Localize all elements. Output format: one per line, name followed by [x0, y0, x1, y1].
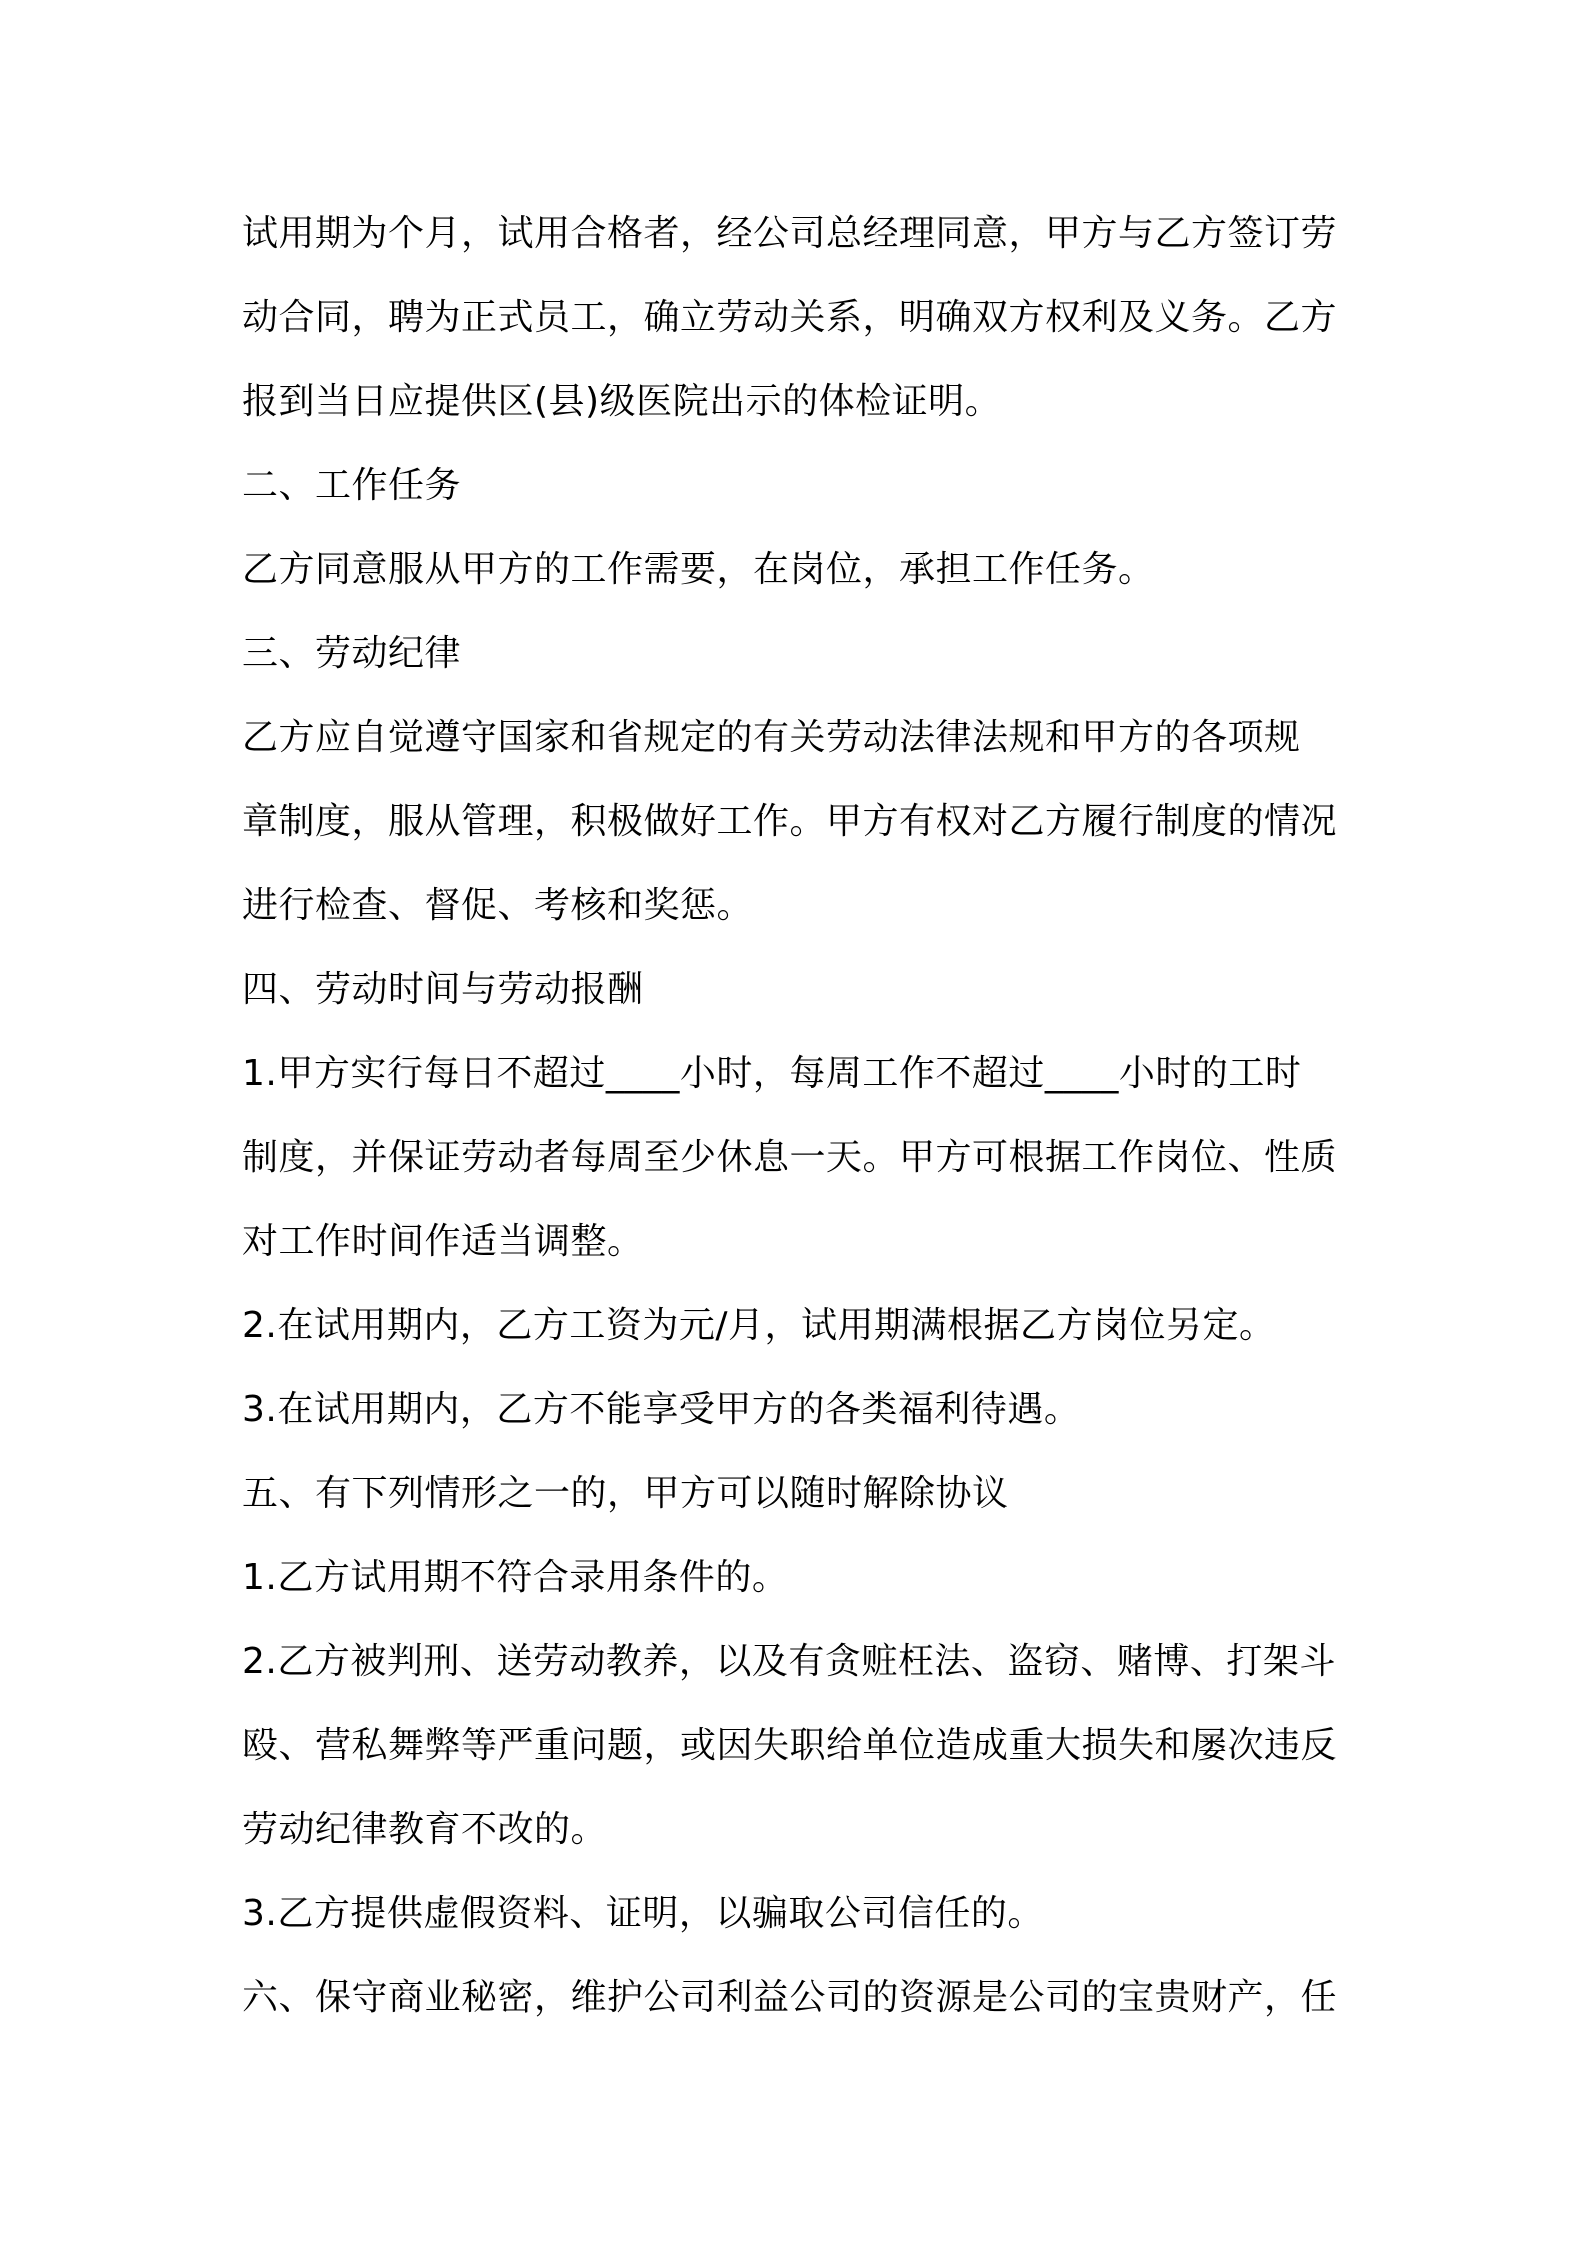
section-heading: 二、工作任务 — [242, 465, 462, 506]
paragraph-line: 乙方同意服从甲方的工作需要，在岗位，承担工作任务。 — [242, 549, 1155, 590]
paragraph-line: 报到当日应提供区(县)级医院出示的体检证明。 — [242, 381, 1002, 422]
paragraph-line: 1.乙方试用期不符合录用条件的。 — [242, 1557, 789, 1598]
paragraph-line: 2.乙方被判刑、送劳动教养，以及有贪赃枉法、盗窃、赌博、打架斗 — [242, 1641, 1336, 1682]
paragraph-line: 殴、营私舞弊等严重问题，或因失职给单位造成重大损失和屡次违反 — [242, 1725, 1338, 1766]
paragraph-line: 试用期为个月，试用合格者，经公司总经理同意，甲方与乙方签订劳 — [242, 213, 1338, 254]
paragraph-line: 劳动纪律教育不改的。 — [242, 1809, 608, 1850]
section-heading: 六、保守商业秘密，维护公司利益公司的资源是公司的宝贵财产，任 — [242, 1977, 1338, 2018]
paragraph-line: 进行检查、督促、考核和奖惩。 — [242, 885, 754, 926]
section-heading: 五、有下列情形之一的，甲方可以随时解除协议 — [242, 1473, 1009, 1514]
paragraph-line: 乙方应自觉遵守国家和省规定的有关劳动法律法规和甲方的各项规 — [242, 717, 1301, 758]
paragraph-line: 3.在试用期内，乙方不能享受甲方的各类福利待遇。 — [242, 1389, 1081, 1430]
paragraph-line: 对工作时间作适当调整。 — [242, 1221, 644, 1262]
section-heading: 三、劳动纪律 — [242, 633, 462, 674]
paragraph-line: 动合同，聘为正式员工，确立劳动关系，明确双方权利及义务。乙方 — [242, 297, 1338, 338]
paragraph-line: 章制度，服从管理，积极做好工作。甲方有权对乙方履行制度的情况 — [242, 801, 1338, 842]
paragraph-line: 1.甲方实行每日不超过____小时，每周工作不超过____小时的工时 — [242, 1053, 1302, 1094]
paragraph-line: 3.乙方提供虚假资料、证明，以骗取公司信任的。 — [242, 1893, 1044, 1934]
paragraph-line: 2.在试用期内，乙方工资为元/月，试用期满根据乙方岗位另定。 — [242, 1305, 1276, 1346]
section-heading: 四、劳动时间与劳动报酬 — [242, 969, 644, 1010]
paragraph-line: 制度，并保证劳动者每周至少休息一天。甲方可根据工作岗位、性质 — [242, 1137, 1338, 1178]
document-body — [242, 192, 1362, 2040]
